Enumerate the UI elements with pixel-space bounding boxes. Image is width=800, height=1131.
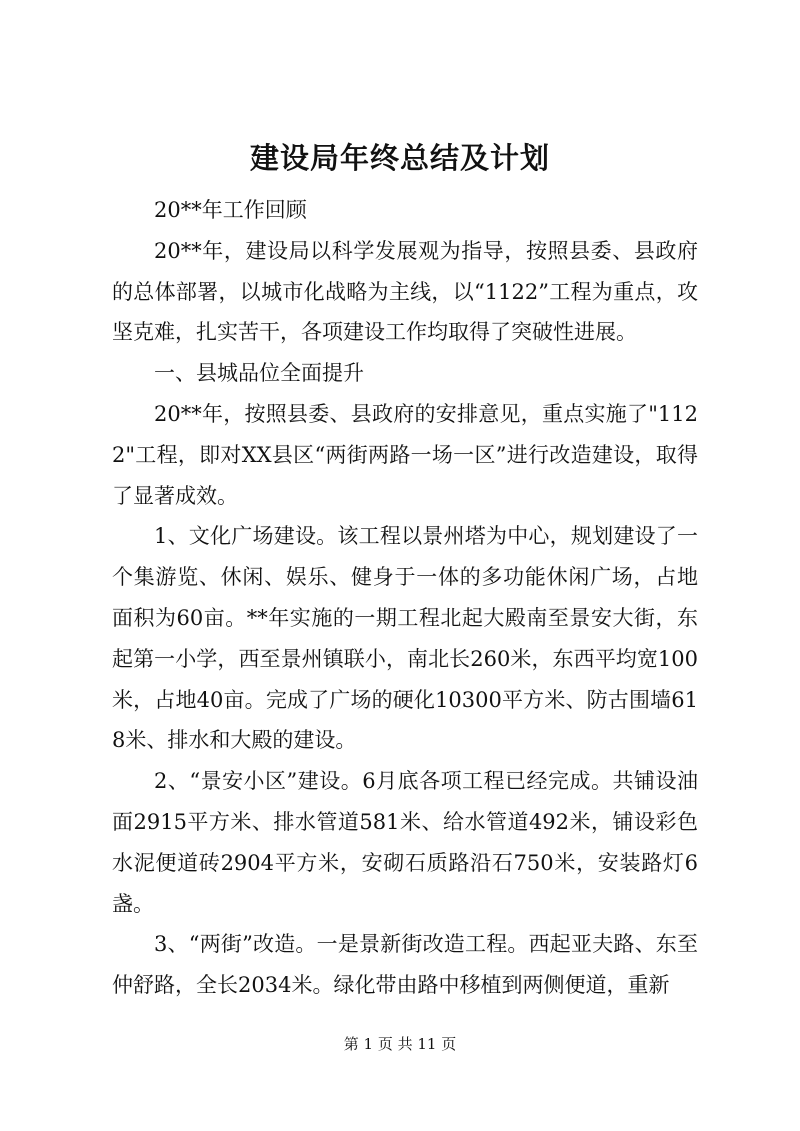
section-heading-county-quality: 一、县城品位全面提升: [154, 361, 364, 386]
paragraph-jingan-community: 2、“景安小区”建设。6月底各项工程已经完成。共铺设油面2915平方米、排水管道581米、给水管道492米，铺设彩色水泥便道砖2904平方米，安砌石质路沿石750米，安装路灯6盏。: [112, 769, 698, 916]
section-heading-review: 20**年工作回顾: [154, 198, 307, 222]
paragraph-culture-square: 1、文化广场建设。该工程以景州塔为中心，规划建设了一个集游览、休闲、娱乐、健身于一体的多功能休闲广场，占地面积为60亩。**年实施的一期工程北起大殿南至景安大街，东起第一小学，西至景州镇联小，南北长260米，东西平均宽100米，占地40亩。完成了广场的硬化10300平方米、防古围墙618米、排水和大殿的建设。: [112, 524, 698, 753]
document-body: [112, 190, 698, 1006]
paragraph-two-streets: 3、“两街”改造。一是景新街改造工程。西起亚夫路、东至仲舒路，全长2034米。绿化带由路中移植到两侧便道，重新: [112, 932, 698, 998]
paragraph-overview: 20**年，建设局以科学发展观为指导，按照县委、县政府的总体部署，以城市化战略为主线，以“1122”工程为重点，攻坚克难，扎实苦干，各项建设工作均取得了突破性进展。: [112, 238, 698, 345]
paragraph-1122-project: 20**年，按照县委、县政府的安排意见，重点实施了"1122"工程，即对XX县区“两街两路一场一区”进行改造建设，取得了显著成效。: [112, 401, 698, 508]
document-title: 建设局年终总结及计划: [249, 141, 550, 175]
page-footer: 第 1 页 共 11 页: [343, 1035, 457, 1053]
